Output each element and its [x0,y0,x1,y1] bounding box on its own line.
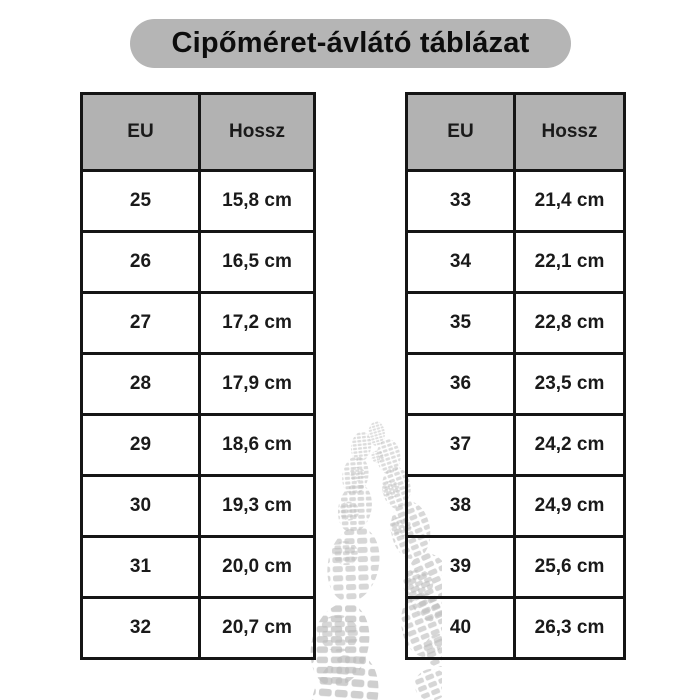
table-row [82,476,315,537]
eu-size-cell: 28 [82,354,200,415]
table-row [407,232,625,293]
length-cell: 18,6 cm [200,415,315,476]
length-cell: 19,3 cm [200,476,315,537]
eu-size-cell: 34 [407,232,515,293]
eu-size-cell: 38 [407,476,515,537]
eu-size-cell: 29 [82,415,200,476]
column-header-eu: EU [407,94,515,171]
length-cell: 22,1 cm [515,232,625,293]
eu-size-cell: 33 [407,171,515,232]
eu-size-cell: 35 [407,293,515,354]
table-row [407,293,625,354]
length-cell: 20,7 cm [200,598,315,659]
table-row [407,354,625,415]
table-row [407,537,625,598]
header-row [407,94,625,171]
length-cell: 25,6 cm [515,537,625,598]
length-cell: 22,8 cm [515,293,625,354]
column-header-hossz: Hossz [200,94,315,171]
table-row [407,598,625,659]
eu-size-cell: 40 [407,598,515,659]
column-header-eu: EU [82,94,200,171]
length-cell: 24,2 cm [515,415,625,476]
table-row [82,171,315,232]
eu-size-cell: 32 [82,598,200,659]
length-cell: 21,4 cm [515,171,625,232]
size-table-right [405,92,626,660]
table-row [82,354,315,415]
table-row [407,171,625,232]
eu-size-cell: 26 [82,232,200,293]
eu-size-cell: 30 [82,476,200,537]
eu-size-cell: 31 [82,537,200,598]
eu-size-cell: 25 [82,171,200,232]
size-table-left [80,92,316,660]
eu-size-cell: 36 [407,354,515,415]
table-row [82,598,315,659]
header-row [82,94,315,171]
length-cell: 23,5 cm [515,354,625,415]
length-cell: 20,0 cm [200,537,315,598]
title-banner [130,19,571,68]
table-row [407,476,625,537]
eu-size-cell: 27 [82,293,200,354]
length-cell: 24,9 cm [515,476,625,537]
length-cell: 17,2 cm [200,293,315,354]
eu-size-cell: 37 [407,415,515,476]
table-row [82,232,315,293]
table-row [407,415,625,476]
length-cell: 16,5 cm [200,232,315,293]
length-cell: 26,3 cm [515,598,625,659]
page-title: Cipőméret-ávlátó táblázat [171,27,530,59]
length-cell: 17,9 cm [200,354,315,415]
eu-size-cell: 39 [407,537,515,598]
column-header-hossz: Hossz [515,94,625,171]
table-row [82,415,315,476]
length-cell: 15,8 cm [200,171,315,232]
table-row [82,537,315,598]
table-row [82,293,315,354]
